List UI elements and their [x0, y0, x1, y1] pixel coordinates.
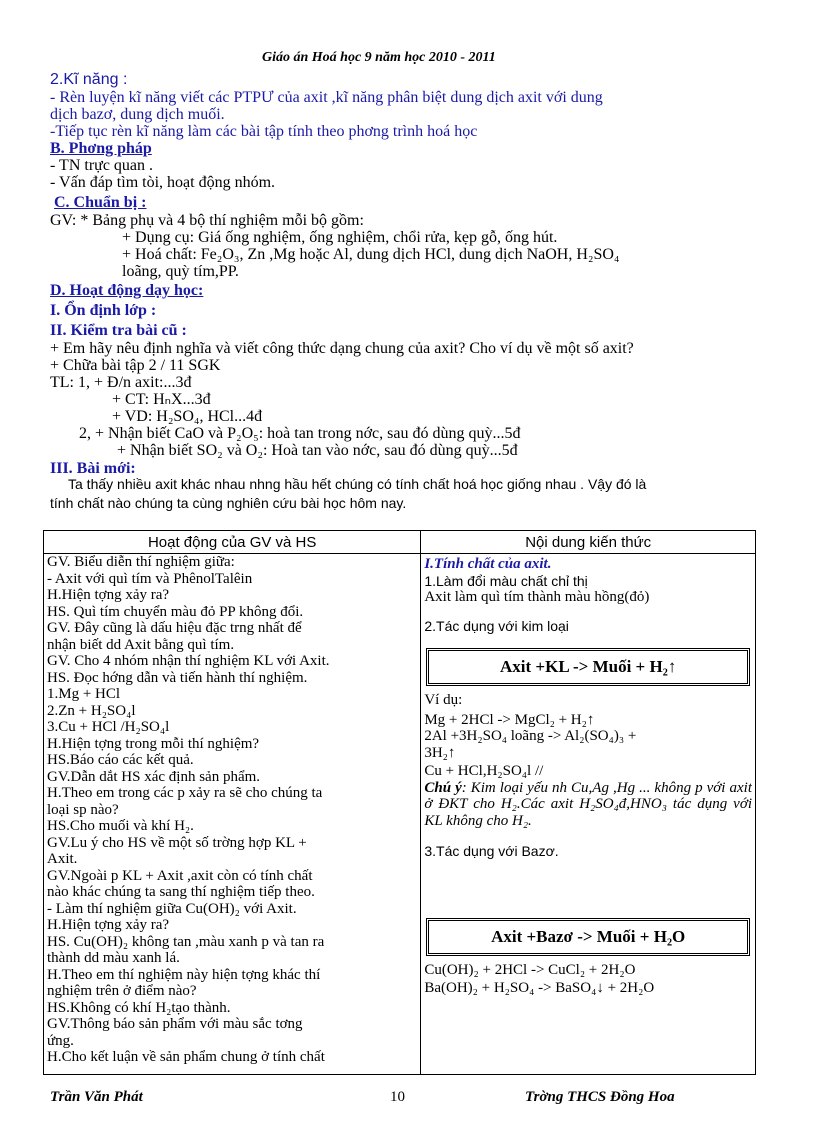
- note-label: Chú ý: [424, 779, 462, 796]
- content-cell: [421, 554, 756, 1075]
- activity-line: Axit.: [47, 851, 78, 867]
- activities-cell: [44, 554, 421, 1075]
- check-line-3: TL: 1, + Đ/n axit:...3đ: [50, 374, 192, 391]
- method-line-2: - Vấn đáp tìm tòi, hoạt động nhóm.: [50, 174, 276, 191]
- check-line-5: + VD: H₂SO₄, HCl...4đ: [112, 408, 263, 425]
- activity-line: HS. Đọc hớng dẫn và tiến hành thí nghiệm.: [47, 669, 308, 686]
- method-heading: B. Phơng pháp: [50, 140, 152, 157]
- new-lesson-heading: III. Bài mới:: [50, 460, 136, 477]
- prep-line-4: loãng, quỳ tím,PP.: [122, 263, 239, 280]
- activity-line: 1.Mg + HCl: [47, 686, 121, 702]
- activity-line: GV. Cho 4 nhóm nhận thí nghiệm KL với Axit.: [47, 653, 330, 669]
- activity-line: H.Hiện tợng xảy ra?: [47, 917, 170, 933]
- formula-box-metal: Axit +KL -> Muối + H₂↑: [426, 648, 750, 686]
- activity-line: GV.Ngoài p KL + Axit ,axit còn có tính chất: [47, 867, 313, 884]
- activity-line: loại sp nào?: [47, 801, 119, 818]
- lesson-table: [43, 530, 756, 1075]
- prep-line-3: + Hoá chất: Fe₂O₃, Zn ,Mg hoặc Al, dung dịch HCl, dung dịch NaOH, H₂SO₄: [122, 246, 620, 263]
- example-1: Mg + 2HCl -> MgCl₂ + H₂↑: [424, 711, 595, 728]
- table-header-content: Nội dung kiến thức: [421, 531, 756, 554]
- activity-line: GV. Biểu diễn thí nghiệm giữa:: [47, 554, 235, 570]
- check-heading: II. Kiểm tra bài cũ :: [50, 322, 187, 339]
- activity-line: GV. Đây cũng là dấu hiệu đặc trng nhất để: [47, 620, 302, 636]
- activity-line: HS.Báo cáo các kết quả.: [47, 752, 194, 768]
- example-3: Cu + HCl,H₂SO₄l //: [424, 763, 544, 779]
- check-line-4: + CT: HₙX...3đ: [112, 391, 211, 408]
- activity-line: H.Theo em trong các p xảy ra sẽ cho chúng ta: [47, 785, 323, 801]
- activity-line: - Làm thí nghiệm giữa Cu(OH)₂ với Axit.: [47, 900, 297, 917]
- activity-line: nào khác chúng ta sang thí nghiệm tiếp theo.: [47, 884, 315, 900]
- note-block: [424, 780, 752, 830]
- activity-line: HS. Cu(OH)₂ không tan ,màu xanh p và tan ra: [47, 933, 325, 950]
- example-4: Cu(OH)₂ + 2HCl -> CuCl₂ + 2H₂O: [424, 961, 636, 978]
- activity-line: H.Cho kết luận về sản phẩm chung ở tính chất: [47, 1049, 325, 1065]
- activity-line: nghiệm trên ở điểm nào?: [47, 983, 197, 999]
- activity-line: H.Hiện tợng xảy ra?: [47, 587, 170, 603]
- table-header-activities: Hoạt động của GV và HS: [44, 531, 421, 554]
- activity-line: HS. Quì tím chuyển màu đỏ PP không đổi.: [47, 603, 304, 620]
- footer-page-number: 10: [390, 1089, 405, 1105]
- check-line-2: + Chữa bài tập 2 / 11 SGK: [50, 357, 221, 374]
- activity-line: nhận biết dd Axit bằng quì tím.: [47, 636, 235, 653]
- example-2b: 3H₂↑: [424, 744, 456, 761]
- check-line-6: 2, + Nhận biết CaO và P₂O₅: hoà tan trong nớc, sau đó dùng quỳ...5đ: [79, 425, 521, 442]
- note-text: : Kim loại yếu nh Cu,Ag ,Hg ... không p với axit ở ĐKT cho H₂.Các axit H₂SO₄đ,HNO₃ tác dụng với KL không cho H₂.: [424, 779, 752, 829]
- activity-heading: D. Hoạt động dạy học:: [50, 282, 204, 299]
- formula-box-base: Axit +Bazơ -> Muối + H₂O: [426, 918, 750, 956]
- new-lesson-line-2: tính chất nào chúng ta cùng nghiên cứu bài học hôm nay.: [50, 495, 407, 511]
- property-1-title: 1.Làm đổi màu chất chỉ thị: [424, 572, 588, 589]
- activities-list: [47, 554, 417, 1074]
- activity-line: GV.Dẫn dắt HS xác định sản phẩm.: [47, 768, 261, 785]
- prep-line-2: + Dụng cụ: Giá ống nghiệm, ống nghiệm, chổi rửa, kẹp gỗ, ống hút.: [122, 229, 558, 246]
- footer-author: Trần Văn Phát: [50, 1089, 143, 1105]
- activity-line: HS.Không có khí H₂tạo thành.: [47, 999, 231, 1016]
- skills-heading: 2.Kĩ năng :: [50, 71, 128, 88]
- activity-line: GV.Lu ý cho HS về một số trờng hợp KL +: [47, 834, 307, 851]
- example-5: Ba(OH)₂ + H₂SO₄ -> BaSO₄↓ + 2H₂O: [424, 980, 655, 996]
- activity-line: GV.Thông báo sản phẩm với màu sắc tơng: [47, 1016, 303, 1032]
- check-line-7: + Nhận biết SO₂ và O₂: Hoà tan vào nớc, sau đó dùng quỳ...5đ: [117, 442, 518, 459]
- activity-line: H.Theo em thí nghiệm này hiện tợng khác thí: [47, 966, 321, 983]
- activity-line: ứng.: [47, 1032, 74, 1049]
- skills-line-1: - Rèn luyện kĩ năng viết các PTPƯ của axit ,kĩ năng phân biệt dung dịch axit với dung: [50, 89, 603, 106]
- property-3-title: 3.Tác dụng với Bazơ.: [424, 843, 559, 859]
- prep-line-1: GV: * Bảng phụ và 4 bộ thí nghiệm mỗi bộ gồm:: [50, 212, 364, 229]
- prep-heading: C. Chuẩn bị :: [54, 194, 147, 211]
- footer-school: Trờng THCS Đồng Hoa: [525, 1089, 675, 1105]
- method-line-1: - TN trực quan .: [50, 157, 154, 174]
- activity-line: H.Hiện tợng trong mỗi thí nghiệm?: [47, 735, 260, 752]
- activity-line: HS.Cho muối và khí H₂.: [47, 818, 194, 834]
- activity-line: 3.Cu + HCl /H₂SO₄l: [47, 719, 170, 735]
- example-label: Ví dụ:: [424, 692, 463, 708]
- section-title: I.Tính chất của axit.: [424, 556, 552, 572]
- property-1-text: Axit làm quì tím thành màu hồng(đỏ): [424, 589, 650, 605]
- page-header-title: Giáo án Hoá học 9 năm học 2010 - 2011: [262, 50, 496, 65]
- new-lesson-line-1: Ta thấy nhiều axit khác nhau nhng hầu hết chúng có tính chất hoá học giống nhau . Vậy đó là: [68, 476, 647, 492]
- activity-line: - Axit với quì tím và PhênolTalêin: [47, 570, 253, 587]
- skills-line-3: -Tiếp tục rèn kĩ năng làm các bài tập tính theo phơng trình hoá học: [50, 123, 478, 140]
- stabilize-heading: I. Ổn định lớp :: [50, 302, 157, 319]
- activity-line: 2.Zn + H₂SO₄l: [47, 702, 136, 719]
- property-2-title: 2.Tác dụng với kim loại: [424, 617, 569, 634]
- skills-line-2: dịch bazơ, dung dịch muối.: [50, 106, 225, 123]
- check-line-1: + Em hãy nêu định nghĩa và viết công thức dạng chung của axit? Cho ví dụ về một số axit?: [50, 340, 634, 357]
- activity-line: thành dd màu xanh lá.: [47, 950, 180, 966]
- example-2a: 2Al +3H₂SO₄ loãng -> Al₂(SO₄)₃ +: [424, 728, 637, 744]
